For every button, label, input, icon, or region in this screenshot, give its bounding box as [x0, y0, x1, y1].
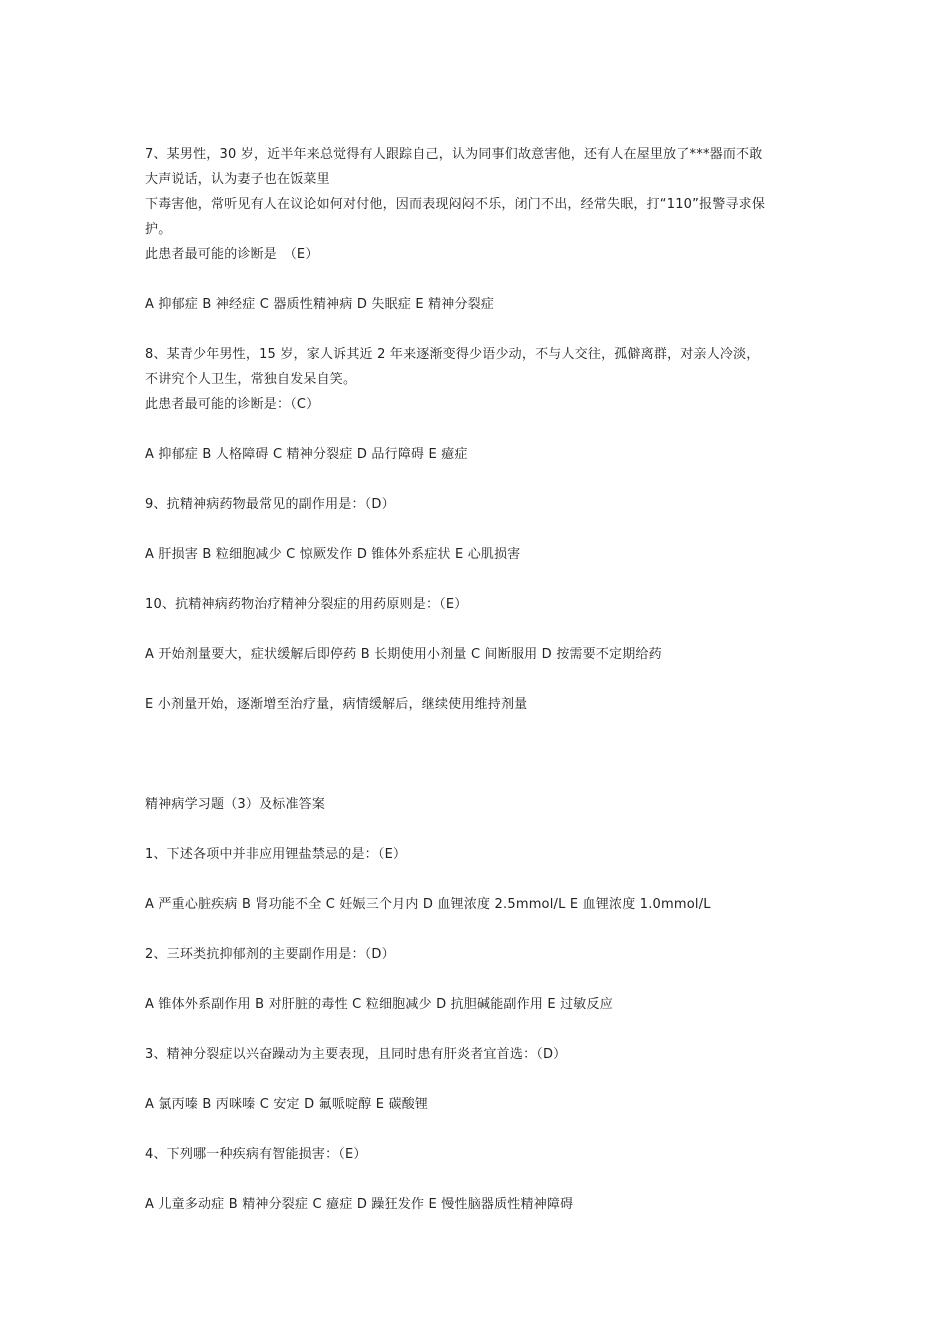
q7-text-line-4: 护。 — [145, 222, 172, 237]
q8-text-line-2: 不讲究个人卫生，常独自发呆自笑。 — [145, 372, 357, 387]
s3-q4-options: A 儿童多动症 B 精神分裂症 C 癔症 D 躁狂发作 E 慢性脑器质性精神障碍 — [145, 1197, 574, 1212]
s3-q1-text: 1、下述各项中并非应用锂盐禁忌的是：（E） — [145, 847, 407, 862]
s3-q2-text: 2、三环类抗抑郁剂的主要副作用是：（D） — [145, 947, 395, 962]
q8-answer-line: 此患者最可能的诊断是：（C） — [145, 397, 320, 412]
s3-q3-text: 3、精神分裂症以兴奋躁动为主要表现，且同时患有肝炎者宜首选：（D） — [145, 1047, 567, 1062]
q7-text-line-3: 下毒害他，常听见有人在议论如何对付他，因而表现闷闷不乐，闭门不出，经常失眠，打“110”报警寻求保 — [145, 197, 766, 212]
s3-q3-options: A 氯丙嗪 B 丙咪嗪 C 安定 D 氟哌啶醇 E 碳酸锂 — [145, 1097, 429, 1112]
s3-q1-options: A 严重心脏疾病 B 肾功能不全 C 妊娠三个月内 D 血锂浓度 2.5mmol/L E 血锂浓度 1.0mmol/L — [145, 897, 711, 912]
q10-text: 10、抗精神病药物治疗精神分裂症的用药原则是：（E） — [145, 597, 468, 612]
section-title: 精神病学习题（3）及标准答案 — [145, 797, 326, 812]
q7-answer-line: 此患者最可能的诊断是 （E） — [145, 247, 319, 262]
s3-q4-text: 4、下列哪一种疾病有智能损害：（E） — [145, 1147, 367, 1162]
q10-option-e: E 小剂量开始，逐渐增至治疗量，病情缓解后，继续使用维持剂量 — [145, 697, 528, 712]
q7-text-line-1: 7、某男性，30 岁，近半年来总觉得有人跟踪自己，认为同事们故意害他，还有人在屋里放了***器而不敢 — [145, 147, 763, 162]
q7-options: A 抑郁症 B 神经症 C 器质性精神病 D 失眠症 E 精神分裂症 — [145, 297, 495, 312]
q7-text-line-2: 大声说话，认为妻子也在饭菜里 — [145, 172, 330, 187]
s3-q2-options: A 锥体外系副作用 B 对肝脏的毒性 C 粒细胞减少 D 抗胆碱能副作用 E 过敏反应 — [145, 997, 613, 1012]
q8-options: A 抑郁症 B 人格障碍 C 精神分裂症 D 品行障碍 E 癔症 — [145, 447, 468, 462]
q8-text-line-1: 8、某青少年男性，15 岁，家人诉其近 2 年来逐渐变得少语少动，不与人交往，孤僻离群，对亲人冷淡， — [145, 347, 760, 362]
q9-options: A 肝损害 B 粒细胞减少 C 惊厥发作 D 锥体外系症状 E 心肌损害 — [145, 547, 521, 562]
q10-options-a-d: A 开始剂量要大，症状缓解后即停药 B 长期使用小剂量 C 间断服用 D 按需要不定期给药 — [145, 647, 662, 662]
q9-text: 9、抗精神病药物最常见的副作用是：（D） — [145, 497, 395, 512]
